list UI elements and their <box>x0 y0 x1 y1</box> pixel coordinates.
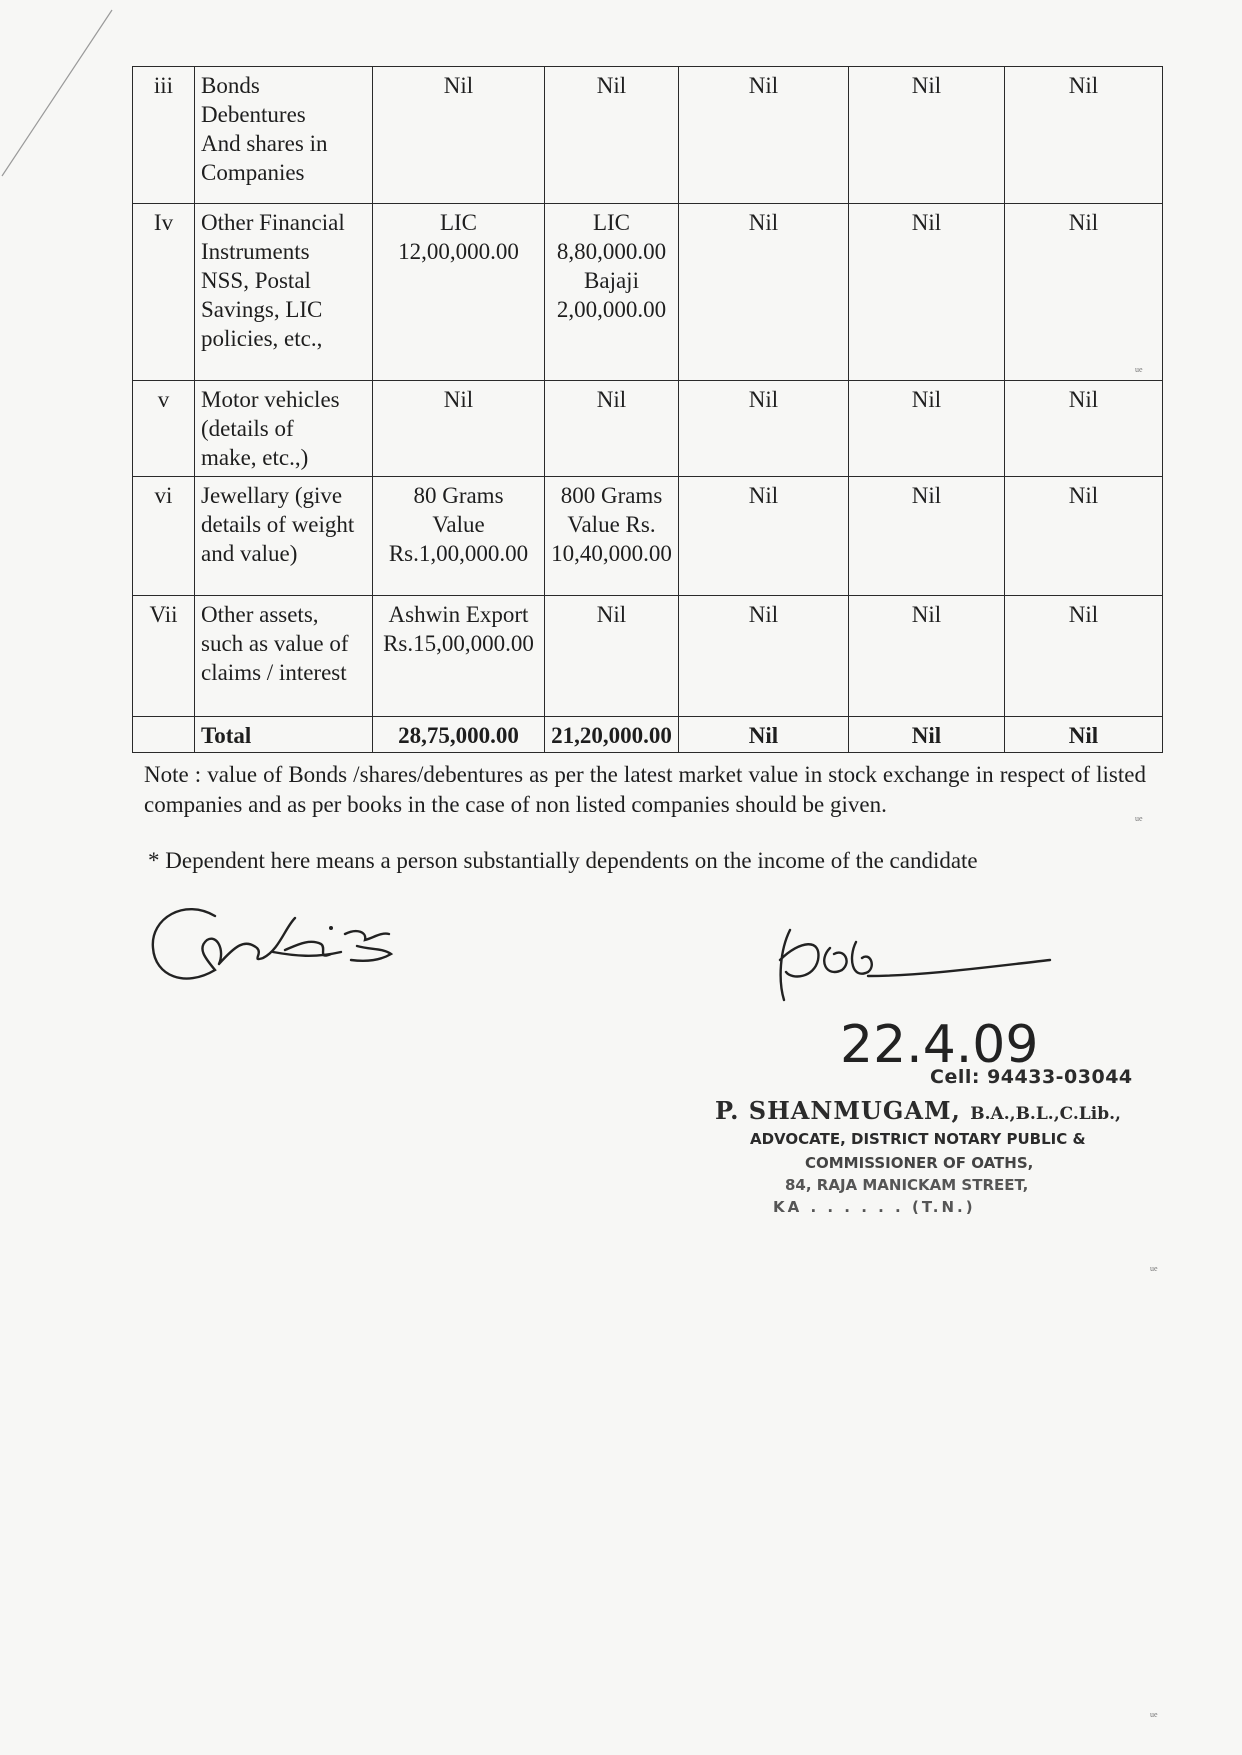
table-row <box>133 67 1163 204</box>
value-line: Ashwin Export <box>388 602 529 627</box>
value-cell-col3: Nil <box>679 381 849 477</box>
row-number: vi <box>133 477 195 596</box>
value-line: Value Rs. <box>567 512 656 537</box>
value-cell-col1 <box>373 381 545 477</box>
asset-description <box>195 477 373 596</box>
value-cell-col2 <box>545 67 679 204</box>
scan-mark: ue <box>1135 365 1143 374</box>
value-cell-col2 <box>545 596 679 717</box>
description-line: Debentures <box>201 102 306 127</box>
description-line: (details of <box>201 416 294 441</box>
value-cell-col5: Nil <box>1005 477 1163 596</box>
total-value-col2: 21,20,000.00 <box>545 717 679 753</box>
asset-description <box>195 204 373 381</box>
value-line: LIC <box>439 210 478 235</box>
value-line: 10,40,000.00 <box>551 541 672 566</box>
value-line: Nil <box>596 73 627 98</box>
description-line: Instruments <box>201 239 310 264</box>
description-line: Other Financial <box>201 210 345 235</box>
value-line: 8,80,000.00 <box>556 239 667 264</box>
candidate-signature <box>145 888 415 998</box>
value-line: Nil <box>443 387 474 412</box>
table-row <box>133 477 1163 596</box>
value-line: 2,00,000.00 <box>556 297 667 322</box>
value-cell-col4: Nil <box>849 596 1005 717</box>
stamp-line-3: 84, RAJA MANICKAM STREET, <box>785 1176 1029 1194</box>
market-value-note: Note : value of Bonds /shares/debentures as per the latest market value in stock exchange in respect of listed companies and as per books in the case of non listed companies should be given. <box>144 762 1146 817</box>
total-value-col3: Nil <box>679 717 849 753</box>
value-cell-col1 <box>373 204 545 381</box>
description-line: details of weight <box>201 512 355 537</box>
scan-mark: ue <box>1150 1710 1158 1719</box>
description-line: and value) <box>201 541 298 566</box>
stamp-line-2: COMMISSIONER OF OATHS, <box>805 1154 1034 1172</box>
value-line: 12,00,000.00 <box>398 239 519 264</box>
value-line: Rs.15,00,000.00 <box>383 631 534 656</box>
description-line: Savings, LIC <box>201 297 323 322</box>
asset-description <box>195 596 373 717</box>
assets-table <box>132 66 1163 753</box>
value-cell-col4: Nil <box>849 204 1005 381</box>
value-line: Nil <box>596 387 627 412</box>
value-cell-col5: Nil <box>1005 381 1163 477</box>
stamp-line-4: KA . . . . . . (T.N.) <box>773 1198 976 1216</box>
row-number: iii <box>133 67 195 204</box>
description-line: make, etc.,) <box>201 445 309 470</box>
value-cell-col4: Nil <box>849 477 1005 596</box>
stamp-line-1: ADVOCATE, DISTRICT NOTARY PUBLIC & <box>750 1130 1086 1148</box>
description-line: such as value of <box>201 631 349 656</box>
description-line: NSS, Postal <box>201 268 311 293</box>
description-line: And shares in <box>201 131 328 156</box>
value-cell-col5: Nil <box>1005 596 1163 717</box>
table-row <box>133 381 1163 477</box>
value-line: Nil <box>596 602 627 627</box>
value-cell-col3: Nil <box>679 477 849 596</box>
description-line: Companies <box>201 160 305 185</box>
total-value-col5: Nil <box>1005 717 1163 753</box>
total-row <box>133 717 1163 753</box>
scan-artifact-line <box>0 0 140 200</box>
signature-date: 22.4.09 <box>840 1015 1039 1070</box>
total-value-col1: 28,75,000.00 <box>373 717 545 753</box>
stamp-name-text: P. SHANMUGAM, <box>715 1096 961 1125</box>
value-line: Bajaji <box>584 268 639 293</box>
assets-table-body <box>133 67 1163 753</box>
value-cell-col5: Nil <box>1005 204 1163 381</box>
stamp-qualifications: B.A.,B.L.,C.Lib., <box>970 1104 1121 1124</box>
table-row <box>133 596 1163 717</box>
asset-description <box>195 67 373 204</box>
total-value-col4: Nil <box>849 717 1005 753</box>
dependent-note: * Dependent here means a person substantially dependents on the income of the candidate <box>148 848 978 873</box>
value-line: 80 Grams <box>413 483 504 508</box>
row-number: v <box>133 381 195 477</box>
value-line: LIC <box>592 210 631 235</box>
asset-description <box>195 381 373 477</box>
value-cell-col2 <box>545 477 679 596</box>
value-line: Nil <box>443 73 474 98</box>
value-cell-col1 <box>373 596 545 717</box>
description-line: claims / interest <box>201 660 347 685</box>
total-label: Total <box>195 717 373 753</box>
table-row <box>133 204 1163 381</box>
value-cell-col2 <box>545 204 679 381</box>
value-cell-col2 <box>545 381 679 477</box>
value-cell-col1 <box>373 67 545 204</box>
total-blank <box>133 717 195 753</box>
value-cell-col3: Nil <box>679 67 849 204</box>
value-cell-col4: Nil <box>849 381 1005 477</box>
value-cell-col1 <box>373 477 545 596</box>
description-line: Other assets, <box>201 602 319 627</box>
value-cell-col5: Nil <box>1005 67 1163 204</box>
value-cell-col3: Nil <box>679 204 849 381</box>
description-line: Motor vehicles <box>201 387 340 412</box>
row-number: Iv <box>133 204 195 381</box>
notary-signature <box>770 920 1110 1070</box>
value-cell-col3: Nil <box>679 596 849 717</box>
value-cell-col4: Nil <box>849 67 1005 204</box>
description-line: Jewellary (give <box>201 483 343 508</box>
row-number: Vii <box>133 596 195 717</box>
description-line: policies, etc., <box>201 326 323 351</box>
scan-mark: ue <box>1150 1264 1158 1273</box>
value-line: 800 Grams <box>560 483 663 508</box>
scan-mark: ue <box>1135 814 1143 823</box>
value-line: Value <box>432 512 485 537</box>
description-line: Bonds <box>201 73 260 98</box>
stamp-cell-number: Cell: 94433-03044 <box>930 1066 1133 1088</box>
value-line: Rs.1,00,000.00 <box>388 541 529 566</box>
stamp-name <box>715 1096 1121 1125</box>
